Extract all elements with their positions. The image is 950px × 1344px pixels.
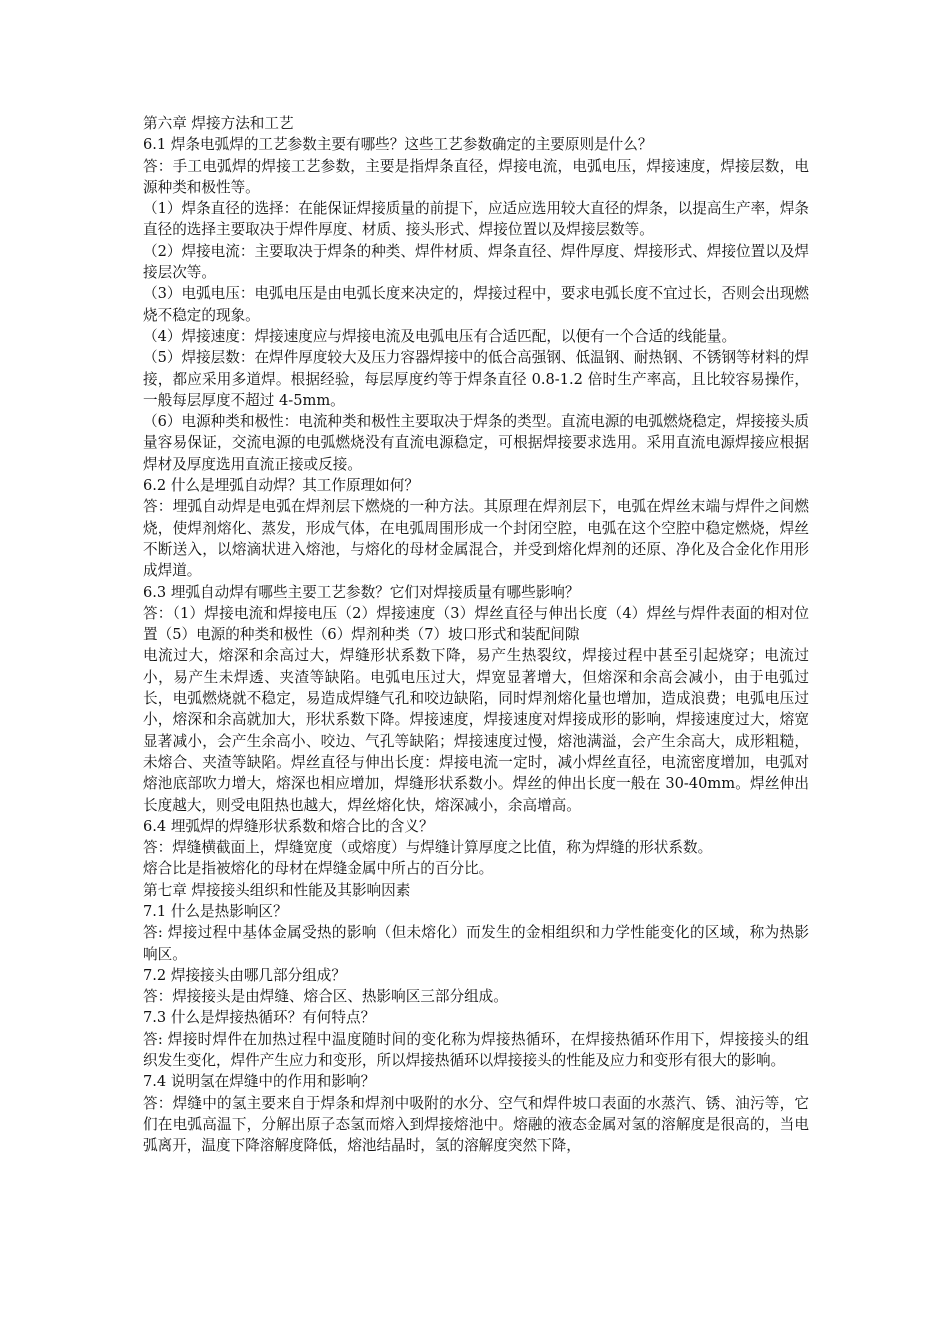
question-6-1: 6.1 焊条电弧焊的工艺参数主要有哪些？这些工艺参数确定的主要原则是什么？ <box>143 136 653 154</box>
question-7-3: 7.3 什么是焊接热循环？有何特点？ <box>143 1009 376 1027</box>
question-6-4: 6.4 埋弧焊的焊缝形状系数和熔合比的含义？ <box>143 817 434 835</box>
answer-7-1: 答: 焊接过程中基体金属受热的影响（但未熔化）而发生的金相组织和力学性能变化的区域，称为热影响区。 <box>143 924 809 963</box>
question-7-4: 7.4 说明氢在焊缝中的作用和影响？ <box>143 1073 376 1091</box>
question-6-2: 6.2 什么是埋弧自动焊？其工作原理如何？ <box>143 477 419 495</box>
answer-6-4-shape-factor: 答：焊缝横截面上，焊缝宽度（或熔度）与焊缝计算厚度之比值，称为焊缝的形状系数。 <box>143 839 713 857</box>
answer-6-1-item-2: （2）焊接电流：主要取决于焊条的种类、焊件材质、焊条直径、焊件厚度、焊接形式、焊接位置以及焊接层次等。 <box>143 242 810 282</box>
answer-7-4: 答：焊缝中的氢主要来自于焊条和焊剂中吸附的水分、空气和焊件坡口表面的水蒸汽、锈、油污等，它们在电弧高温下，分解出原子态氢而熔入到焊接熔池中。熔融的液态金属对氢的溶解度是很高的，当电弧离开，温度下降溶解度降低，熔池结晶时，氢的溶解度突然下降， <box>143 1094 809 1155</box>
chapter-7-heading: 第七章 焊接接头组织和性能及其影响因素 <box>143 881 411 899</box>
question-7-1: 7.1 什么是热影响区？ <box>143 902 288 920</box>
answer-6-1-item-6: （6）电源种类和极性：电流种类和极性主要取决于焊条的类型。直流电源的电弧燃烧稳定，焊接接头质量容易保证，交流电源的电弧燃烧没有直流电源稳定，可根据焊接要求选用。采用直流电源焊接应根据焊材及厚度选用直流正接或反接。 <box>143 413 810 473</box>
answer-7-3: 答: 焊接时焊件在加热过程中温度随时间的变化称为焊接热循环，在焊接热循环作用下，焊接接头的组织发生变化，焊件产生应力和变形，所以焊接热循环以焊接接头的性能及应力和变形有很大的影响。 <box>143 1030 809 1070</box>
document-page <box>143 113 809 1157</box>
answer-6-2: 答：埋弧自动焊是电弧在焊剂层下燃烧的一种方法。其原理在焊剂层下，电弧在焊丝末端与焊件之间燃烧，使焊剂熔化、蒸发，形成气体，在电弧周围形成一个封闭空腔，电弧在这个空腔中稳定燃烧，焊丝不断送入，以熔滴状进入熔池，与熔化的母材金属混合，并受到熔化焊剂的还原、净化及合金化作用形成焊道。 <box>143 498 809 580</box>
question-6-3: 6.3 埋弧自动焊有哪些主要工艺参数？它们对焊接质量有哪些影响？ <box>143 583 580 601</box>
answer-6-1-item-5: （5）焊接层数：在焊件厚度较大及压力容器焊接中的低合高强钢、低温钢、耐热钢、不锈钢等材料的焊接，都应采用多道焊。根据经验，每层厚度约等于焊条直径 0.8-1.2 倍时生产率高，且比较容易操作，一般每层厚度不超过 4-5mm。 <box>143 349 810 409</box>
answer-6-1-item-1: （1）焊条直径的选择：在能保证焊接质量的前提下，应适应选用较大直径的焊条，以提高生产率，焊条直径的选择主要取决于焊件厚度、材质、接头形式、焊接位置以及焊接层数等。 <box>143 200 810 239</box>
answer-6-1-item-3: （3）电弧电压：电弧电压是由电弧长度来决定的，焊接过程中，要求电弧长度不宜过长，否则会出现燃烧不稳定的现象。 <box>143 285 810 324</box>
answer-6-3-detail: 电流过大，熔深和余高过大，焊缝形状系数下降，易产生热裂纹，焊接过程中甚至引起烧穿；电流过小，易产生未焊透、夹渣等缺陷。电弧电压过大，焊宽显著增大，但熔深和余高会减小，由于电弧过长，电弧燃烧就不稳定，易造成焊缝气孔和咬边缺陷，同时焊剂熔化量也增加，造成浪费；电弧电压过小，熔深和余高就加大，形状系数下降。焊接速度，焊接速度对焊接成形的影响，焊接速度过大，熔宽显著减小，会产生余高小、咬边、气孔等缺陷；焊接速度过慢，熔池满溢，会产生余高大，成形粗糙，未熔合、夹渣等缺陷。焊丝直径与伸出长度：焊接电流一定时，减小焊丝直径，电流密度增加，电弧对熔池底部吹力增大，熔深也相应增加，焊缝形状系数小。焊丝的伸出长度一般在 30-40mm。焊丝伸出长度越大，则受电阻热也越大，焊丝熔化快，熔深减小，余高增高。 <box>143 647 809 814</box>
question-7-2: 7.2 焊接接头由哪几部分组成？ <box>143 966 346 984</box>
answer-6-3-list: 答：（1）焊接电流和焊接电压（2）焊接速度（3）焊丝直径与伸出长度（4）焊丝与焊件表面的相对位置（5）电源的种类和极性（6）焊剂种类（7）坡口形式和装配间隙 <box>143 604 809 644</box>
answer-6-1-intro: 答：手工电弧焊的焊接工艺参数，主要是指焊条直径，焊接电流，电弧电压，焊接速度，焊接层数，电源种类和极性等。 <box>143 157 809 196</box>
answer-6-1-item-4: （4）焊接速度：焊接速度应与焊接电流及电弧电压有合适匹配，以便有一个合适的线能量。 <box>143 327 737 345</box>
answer-7-2: 答：焊接接头是由焊缝、熔合区、热影响区三部分组成。 <box>143 988 508 1006</box>
answer-6-4-fusion-ratio: 熔合比是指被熔化的母材在焊缝金属中所占的百分比。 <box>143 860 494 878</box>
chapter-6-heading: 第六章 焊接方法和工艺 <box>143 115 294 132</box>
